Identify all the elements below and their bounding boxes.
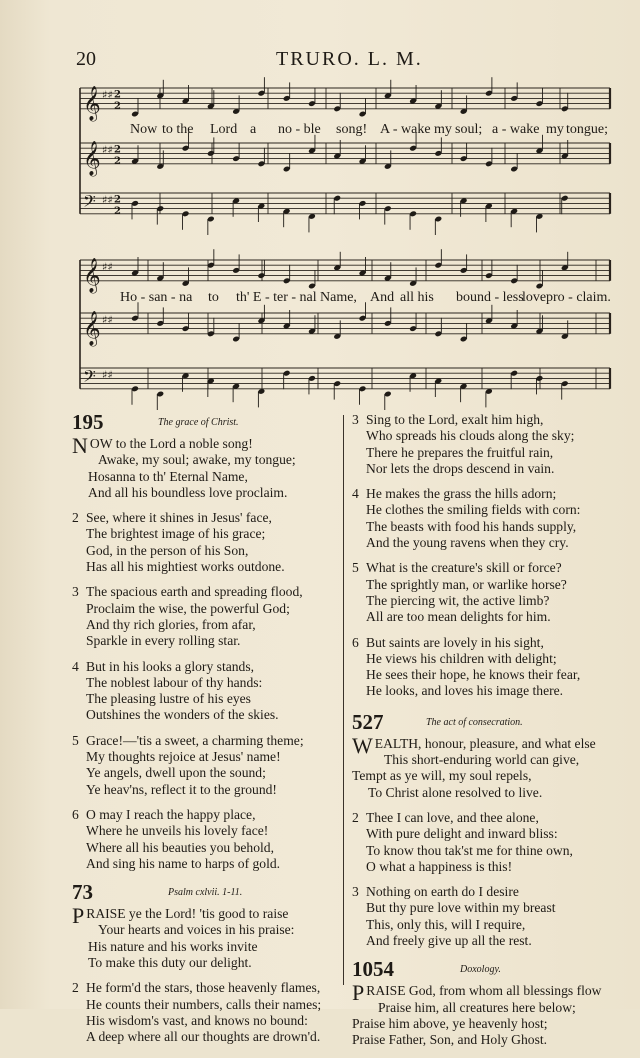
hymn-1054 [352, 959, 614, 1048]
lyric-syllable: th' E - ter - nal [236, 290, 317, 305]
verse-line: The sprightly man, or warlike horse? [366, 576, 567, 592]
stanza-number: 6 [72, 806, 79, 822]
verse-line: Where he unveils his lovely face! [86, 823, 269, 839]
verse-line: Praise him, all creatures here below; [378, 999, 576, 1015]
right-column [352, 412, 614, 1058]
lyric-syllable: all his [400, 290, 434, 305]
verse-line: The spacious earth and spreading flood, [86, 584, 303, 600]
lyric-syllable: a [250, 122, 257, 137]
stanza-number: 4 [352, 486, 359, 502]
hymn-subtitle: The act of consecration. [426, 716, 523, 728]
verse-line: Outshines the wonders of the skies. [86, 707, 279, 723]
verse-line: Nothing on earth do I desire [366, 884, 519, 900]
verse-line: And sing his name to harps of gold. [86, 855, 281, 871]
verse-line: Hosanna to th' Eternal Name, [88, 468, 248, 484]
time-signature: 2 [114, 155, 121, 167]
lyric-syllable: a - wake [492, 122, 540, 137]
verse-line: But saints are lovely in his sight, [366, 634, 544, 650]
lyric-syllable: love [522, 290, 547, 305]
verse-line: Sparkle in every rolling star. [86, 633, 241, 649]
verse-line: He form'd the stars, those heavenly flames, [86, 980, 321, 996]
treble-clef-icon: 𝄞 [83, 140, 101, 176]
verse-line: The piercing wit, the active limb? [366, 592, 550, 608]
lyric-syllable: Name, [320, 290, 357, 305]
stanza-number: 5 [72, 732, 79, 748]
hymn-195-continued [352, 412, 614, 700]
stanza [72, 807, 334, 872]
hymn-number: 527 [352, 709, 384, 734]
stanza-number: 2 [352, 809, 359, 825]
verse-line: Who spreads his clouds along the sky; [366, 428, 575, 444]
hymn-number: 1054 [352, 957, 394, 982]
verse-line: He makes the grass the hills adorn; [366, 486, 557, 502]
drop-cap: N [72, 433, 88, 458]
stanza [72, 510, 334, 575]
stanza-number: 6 [352, 634, 359, 650]
music-score [0, 0, 640, 410]
stanza [72, 980, 334, 1045]
sharp-icon: ♯♯ [102, 143, 113, 157]
time-signature: 2 [114, 89, 121, 101]
time-signature: 2 [114, 100, 121, 112]
verse-line: And the young ravens when they cry. [366, 535, 569, 551]
lyric-syllable: to [208, 290, 219, 305]
verse-line: And freely give up all the rest. [366, 933, 532, 949]
sharp-icon: ♯♯ [102, 260, 113, 274]
verse-line: This short-enduring world can give, [384, 752, 580, 768]
sharp-icon: ♯♯ [102, 368, 113, 382]
stanza [352, 980, 614, 1048]
verse-line: The beasts with food his hands supply, [366, 518, 577, 534]
stanza [352, 635, 614, 700]
verse-line: To Christ alone resolved to live. [368, 784, 543, 800]
verse-line: God, in the person of his Son, [86, 542, 249, 558]
drop-cap: W [352, 732, 373, 758]
verse-line: And thy rich glories, from afar, [86, 616, 256, 632]
verse-line: Proclaim the wise, the powerful God; [86, 600, 290, 616]
stanza-number: 2 [72, 510, 79, 526]
lyric-syllable: song! [336, 122, 368, 137]
stanza [72, 659, 334, 724]
verse-line: Sing to the Lord, exalt him high, [366, 412, 544, 427]
lyric-syllable: Ho - san - na [120, 290, 193, 305]
hymn-73 [72, 882, 334, 1045]
verse-line: Thee I can love, and thee alone, [366, 809, 539, 825]
verse-line: See, where it shines in Jesus' face, [86, 510, 272, 526]
stanza [72, 733, 334, 798]
sharp-icon: ♯♯ [102, 88, 113, 102]
lyric-syllable: A - wake my [380, 122, 452, 137]
verse-line: With pure delight and inward bliss: [366, 826, 558, 842]
lyric-syllable: bound - less [456, 290, 524, 305]
page-number: 20 [76, 48, 96, 70]
verse-line: To make this duty our delight. [88, 955, 252, 971]
verse-line: He views his children with delight; [366, 650, 557, 666]
left-column [72, 412, 334, 1055]
verse-line: But thy pure love within my breast [366, 900, 556, 916]
verse-line: The noblest labour of thy hands: [86, 674, 263, 690]
lyric-syllable: soul; [455, 122, 483, 137]
stanza-number: 3 [72, 584, 79, 600]
time-signature: 2 [114, 144, 121, 156]
verse-line: All are too mean delights for him. [366, 609, 551, 625]
drop-cap: P [352, 980, 365, 1006]
stanza [352, 412, 614, 477]
lyric-syllable: Now [130, 122, 158, 137]
verse-line: A deep where all our thoughts are drown'd. [86, 1029, 321, 1045]
verse-line: RAISE ye the Lord! 'tis good to raise [86, 906, 289, 922]
verse-line: He sees their hope, he knows their fear, [366, 667, 581, 683]
drop-cap: P [72, 903, 85, 929]
stanza-number: 3 [352, 884, 359, 900]
verse-line: But in his looks a glory stands, [86, 658, 255, 674]
verse-line: Praise him above, ye heavenly host; [352, 1015, 548, 1031]
verse-line: Has all his mightiest works outdone. [86, 559, 285, 575]
verse-line: Awake, my soul; awake, my tongue; [98, 452, 296, 468]
hymn-195 [72, 412, 334, 872]
verse-line: O what a happiness is this! [366, 858, 513, 874]
verse-line: There he prepares the fruitful rain, [366, 444, 554, 460]
verse-line: Ye angels, dwell upon the sound; [86, 765, 266, 781]
verse-line: Nor lets the drops descend in vain. [366, 460, 555, 476]
column-divider [343, 415, 344, 985]
verse-line: This, only this, will I require, [366, 916, 526, 932]
hymn-number: 195 [72, 410, 104, 434]
stanza-number: 5 [352, 560, 359, 576]
stanza [72, 584, 334, 649]
verse-line: He counts their numbers, calls their names; [86, 996, 322, 1012]
sharp-icon: ♯♯ [102, 193, 113, 207]
verse-line: What is the creature's skill or force? [366, 560, 562, 576]
lyric-syllable: no - ble [278, 122, 321, 137]
stanza [352, 732, 614, 801]
verse-line: And all his boundless love proclaim. [88, 484, 288, 500]
lyric-syllable: pro - claim. [546, 290, 611, 305]
hymn-527 [352, 709, 614, 950]
treble-clef-icon: 𝄞 [83, 257, 101, 293]
verse-line: The pleasing lustre of his eyes [86, 691, 251, 707]
hymn-number: 73 [72, 880, 93, 905]
verse-line: OW to the Lord a noble song! [89, 436, 253, 451]
stanza [352, 810, 614, 875]
verse-line: He clothes the smiling fields with corn: [366, 502, 581, 518]
verse-line: Praise Father, Son, and Holy Ghost. [352, 1032, 548, 1048]
hymn-subtitle: The grace of Christ. [158, 417, 239, 428]
treble-clef-icon: 𝄞 [83, 85, 101, 121]
bass-clef-icon: 𝄢 [83, 190, 96, 215]
hymn-subtitle: Doxology. [460, 964, 501, 976]
verse-line: O may I reach the happy place, [86, 806, 256, 822]
lyric-syllable: And [370, 290, 395, 305]
verse-line: Tempt as ye will, my soul repels, [352, 768, 532, 784]
verse-line: Where all his beauties you behold, [86, 839, 274, 855]
verse-line: Your hearts and voices in his praise: [98, 922, 295, 938]
verse-line: EALTH, honour, pleasure, and what else [374, 735, 596, 751]
stanza-number: 2 [72, 980, 79, 996]
verse-line: Ye heav'ns, reflect it to the ground! [86, 781, 277, 797]
time-signature: 2 [114, 194, 121, 206]
verse-line: RAISE God, from whom all blessings flow [366, 983, 602, 999]
stanza-number: 4 [72, 658, 79, 674]
verse-line: Grace!—'tis a sweet, a charming theme; [86, 732, 304, 748]
verse-line: His nature and his works invite [88, 938, 258, 954]
bass-clef-icon: 𝄢 [83, 365, 96, 390]
stanza-number: 3 [352, 412, 359, 427]
stanza [352, 560, 614, 625]
verse-line: To know thou tak'st me for thine own, [366, 842, 573, 858]
lyric-syllable: to the [162, 122, 194, 137]
treble-clef-icon: 𝄞 [83, 310, 101, 346]
verse-line: He looks, and loves his image there. [366, 683, 564, 699]
stanza [352, 884, 614, 949]
lyric-syllable: my [546, 122, 564, 137]
verse-line: His wisdom's vast, and knows no bound: [86, 1012, 308, 1028]
lyric-syllable: tongue; [566, 122, 608, 137]
stanza [72, 903, 334, 971]
verse-line: My thoughts rejoice at Jesus' name! [86, 749, 281, 765]
stanza [72, 433, 334, 501]
time-signature: 2 [114, 205, 121, 217]
lyric-syllable: Lord [210, 122, 238, 137]
sharp-icon: ♯♯ [102, 313, 113, 327]
tune-title: TRURO. L. M. [276, 48, 423, 70]
hymn-subtitle: Psalm cxlvii. 1-11. [168, 887, 243, 899]
verse-line: The brightest image of his grace; [86, 526, 266, 542]
stanza [352, 486, 614, 551]
